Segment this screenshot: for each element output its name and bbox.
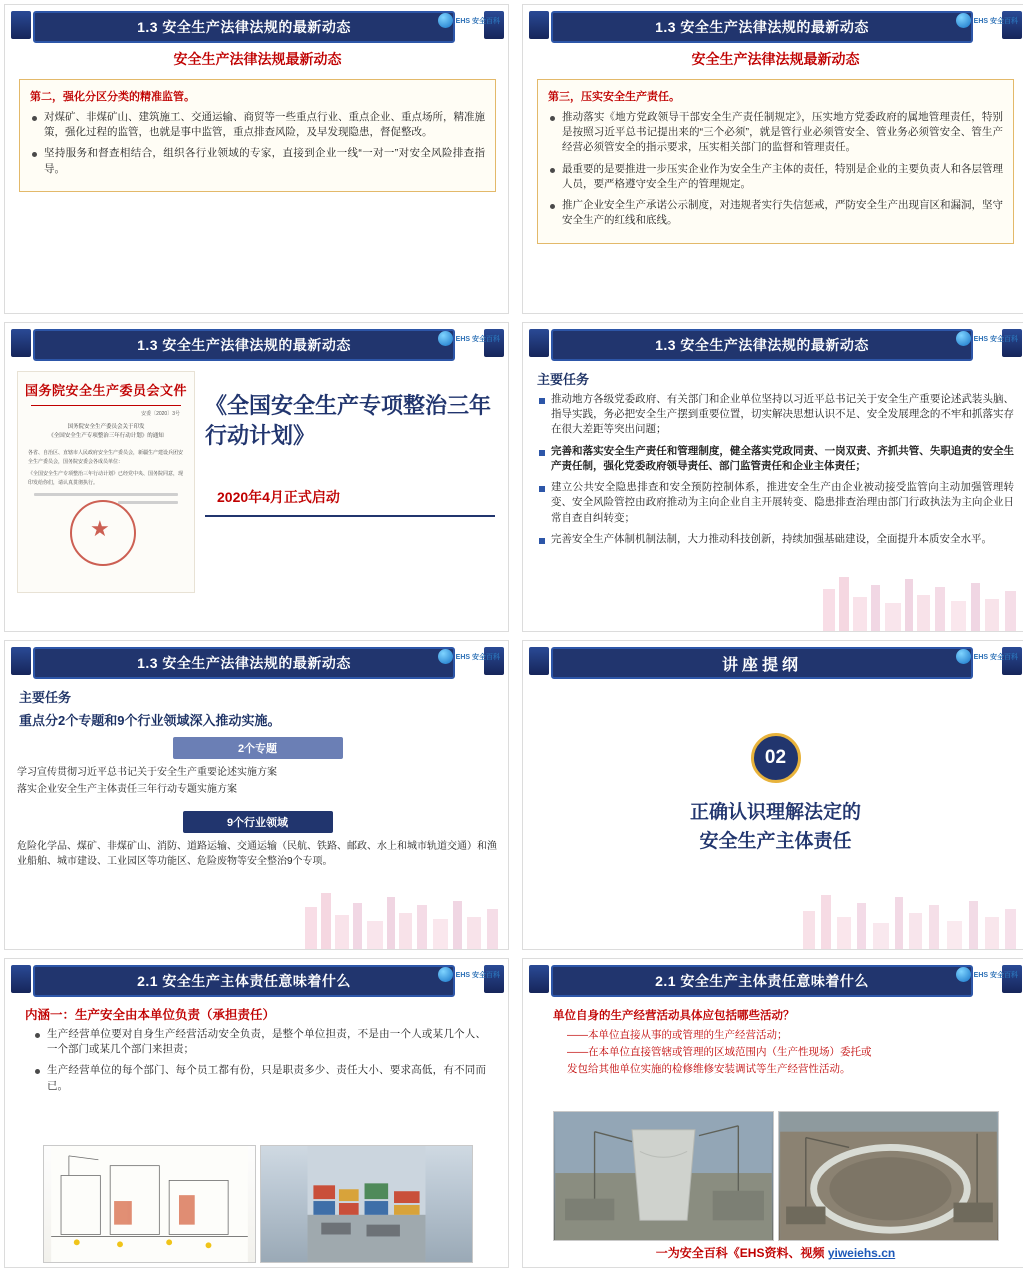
slide-4-header: [523, 323, 1023, 363]
slide-8-header-bar: [551, 965, 973, 997]
footer-link[interactable]: yiweiehs.cn: [827, 1246, 896, 1260]
slide-2-content-box: [537, 79, 1014, 244]
list-item: 坚持服务和督查相结合，组织各行业领域的专家，直接到企业一线“一对一”对安全风险排查指导。: [30, 146, 485, 176]
slide-6-body: [523, 681, 1023, 949]
slide-5: [4, 640, 509, 950]
topic-2-items: [17, 839, 498, 869]
slide-7-bullets: [33, 1027, 486, 1094]
slide-8-images: [553, 1111, 999, 1241]
slide-5-header-bar: [33, 647, 455, 679]
watermark-text: EHS 安全百科: [973, 17, 1018, 25]
slide-3-underline: [205, 515, 495, 517]
watermark: [956, 13, 1018, 28]
list-item: 生产经营单位的每个部门、每个员工都有份，只是职责多少、责任大小、要求高低，有不同而已。: [33, 1063, 486, 1093]
construction-sketch-svg: [44, 1146, 255, 1262]
list-item: 生产经营单位要对自身生产经营活动安全负责，是整个单位担责，不是由一个人或某几个人、一个部门或某几个部门来担责；: [33, 1027, 486, 1057]
slide-5-header: [5, 641, 509, 681]
slide-5-header-text: 1.3 安全生产法律法规的最新动态: [137, 655, 351, 671]
topic-1-items: [17, 765, 498, 797]
document-rule: [31, 405, 181, 406]
slide-2-header-bar: [551, 11, 973, 43]
slide-4-header-text: 1.3 安全生产法律法规的最新动态: [655, 337, 869, 353]
document-placeholder-line: [118, 501, 178, 504]
list-item: 最重要的是要推进一步压实企业作为安全生产主体的责任，特别是企业的主要负责人和各层管理人员，要严格遵守安全生产的管理规定。: [548, 162, 1003, 192]
list-item: 落实企业安全生产主体责任三年行动专题实施方案: [17, 784, 237, 795]
watermark-logo-icon: [438, 649, 453, 664]
cooling-tower-site-image: [553, 1111, 774, 1241]
list-item: 推动落实《地方党政领导干部安全生产责任制规定》，压实地方党委政府的属地管理责任，特别是按照习近平总书记提出来的“三个必须”，就是管行业必须管安全、管业务必须管安全、管生产经营必须管安全的指示要求，压实相关部门的监督和管理责任。: [548, 110, 1003, 156]
document-line-2: 《全国安全生产专项整治三年行动计划》的通知: [48, 432, 164, 439]
slide-3-header-bar: [33, 329, 455, 361]
document-placeholder-line: [34, 493, 178, 496]
header-accent-left-icon: [529, 11, 549, 39]
slide-3-body: [5, 363, 509, 631]
list-item: 危险化学品、煤矿、非煤矿山、消防、道路运输、交通运输（民航、铁路、邮政、水上和城市轨道交通）和渔业船舶、城市建设、工业园区等功能区、危险废物等安全整治9个专项。: [17, 841, 497, 867]
watermark: [438, 649, 500, 664]
header-accent-left-icon: [529, 647, 549, 675]
footer-text: 一为安全百科《EHS资料、视频: [655, 1246, 825, 1260]
slide-1-header-bar: [33, 11, 455, 43]
slide-6-header-text: 讲座提纲: [721, 656, 802, 674]
watermark-text: EHS 安全百科: [455, 971, 500, 979]
slide-7: [4, 958, 509, 1268]
list-item: 完善和落实安全生产责任和管理制度，健全落实党政同责、一岗双责、齐抓共管、失职追责的安全生产责任制，强化党委政府领导责任、部门监管责任和企业主体责任；: [537, 444, 1014, 474]
slide-7-sub-title: 内涵一：生产安全由本单位负责（承担责任）: [25, 1008, 276, 1022]
watermark-logo-icon: [438, 967, 453, 982]
slide-1-bullets: [30, 110, 485, 177]
list-item: 推动地方各级党委政府、有关部门和企业单位坚持以习近平总书记关于安全生产重要论述武装头脑、指导实践，务必把安全生产摆到重要位置，切实解决思想认识不足、安全发展理念的不牢和抓落实存在很大差距等突出问题；: [537, 392, 1014, 438]
slide-3-header-text: 1.3 安全生产法律法规的最新动态: [137, 337, 351, 353]
logistics-port-image: [260, 1145, 473, 1263]
watermark-logo-icon: [956, 649, 971, 664]
slide-7-header-text: 2.1 安全生产主体责任意味着什么: [137, 973, 351, 989]
slide-4-body: [523, 363, 1023, 631]
slide-3-header: [5, 323, 509, 363]
foundation-ring-site-image: [778, 1111, 999, 1241]
slide-8-question: 单位自身的生产经营活动具体应包括哪些活动？: [553, 1010, 795, 1022]
header-accent-left-icon: [11, 11, 31, 39]
watermark-text: EHS 安全百科: [455, 335, 500, 343]
slide-8-answer-lines: [567, 1027, 1023, 1077]
slide-3: [4, 322, 509, 632]
slide-7-header-bar: [33, 965, 455, 997]
slide-2-center-title: 安全生产法律法规最新动态: [691, 51, 860, 67]
slide-7-images: [43, 1145, 473, 1263]
slide-2-header: [523, 5, 1023, 45]
header-accent-left-icon: [529, 965, 549, 993]
slide-1: [4, 4, 509, 314]
logistics-port-svg: [261, 1146, 472, 1262]
slide-4-section-title: 主要任务: [537, 372, 590, 387]
watermark-text: EHS 安全百科: [973, 971, 1018, 979]
topic-pill-2: 9个行业领域: [183, 811, 333, 833]
document-line-1: 国务院安全生产委员会关于印发: [67, 424, 145, 430]
watermark: [438, 331, 500, 346]
document-line-4: 《全国安全生产专项整治三年行动计划》已经党中央、国务院同意，现印发给你们，请认真贯彻执行。: [28, 470, 184, 486]
slide-2-body: [523, 45, 1023, 313]
watermark: [956, 649, 1018, 664]
slide-3-launch-date: 2020年4月正式启动: [217, 489, 340, 505]
watermark: [438, 13, 500, 28]
section-number-badge: 02: [751, 733, 801, 783]
slide-1-content-box: [19, 79, 496, 192]
list-item: 学习宣传贯彻习近平总书记关于安全生产重要论述实施方案: [17, 767, 277, 778]
watermark-text: EHS 安全百科: [973, 653, 1018, 661]
document-meta: 安委〔2020〕3号: [141, 411, 180, 417]
header-accent-left-icon: [11, 647, 31, 675]
watermark: [438, 967, 500, 982]
watermark: [956, 967, 1018, 982]
slide-2-header-text: 1.3 安全生产法律法规的最新动态: [655, 19, 869, 35]
list-item: 完善安全生产体制机制法制，大力推动科技创新，持续加强基础建设，全面提升本质安全水平。: [537, 532, 1014, 547]
watermark-text: EHS 安全百科: [455, 17, 500, 25]
slide-6-title-line-1: 正确认识理解法定的: [689, 802, 861, 823]
answer-line: ——在本单位直接管辖或管理的区域范围内（生产性现场）委托或: [567, 1045, 872, 1058]
slide-2: [522, 4, 1023, 314]
slide-5-body: [5, 681, 509, 949]
list-item: 建立公共安全隐患排查和安全预防控制体系，推进安全生产由企业被动接受监管向主动加强管理转变、安全风险管控由政府推动为主向企业自主开展转变、隐患排查治理由部门行政执法为主向企业日常自查自纠转变；: [537, 480, 1014, 526]
topic-pill-1: 2个专题: [173, 737, 343, 759]
watermark: [956, 331, 1018, 346]
slide-8-header-text: 2.1 安全生产主体责任意味着什么: [655, 973, 869, 989]
slide-8-footer: [523, 1244, 1023, 1261]
slide-1-header: [5, 5, 509, 45]
slide-8: [522, 958, 1023, 1268]
header-accent-left-icon: [11, 329, 31, 357]
official-seal-icon: [70, 500, 136, 566]
slide-2-bullets: [548, 110, 1003, 229]
slide-6: [522, 640, 1023, 950]
slide-1-lead: 第二，强化分区分类的精准监管。: [30, 91, 195, 103]
list-item: 对煤矿、非煤矿山、建筑施工、交通运输、商贸等一些重点行业、重点企业、重点场所，精准施策，强化过程的监管，也就是事中监管，重点排查风险，及早发现隐患，督促整改。: [30, 110, 485, 140]
slide-5-section-title: 主要任务: [19, 690, 72, 705]
slide-8-body: [523, 999, 1023, 1267]
watermark-text: EHS 安全百科: [455, 653, 500, 661]
slide-6-header-bar: [551, 647, 973, 679]
document-line-3: 各省、自治区、直辖市人民政府安全生产委员会，新疆生产建设兵团安全生产委员会，国务院安委会各成员单位：: [28, 449, 184, 465]
slide-1-header-text: 1.3 安全生产法律法规的最新动态: [137, 19, 351, 35]
watermark-logo-icon: [438, 13, 453, 28]
watermark-logo-icon: [956, 13, 971, 28]
header-accent-left-icon: [11, 965, 31, 993]
slide-4: [522, 322, 1023, 632]
answer-line: ——本单位直接从事的或管理的生产经营活动；: [567, 1029, 788, 1041]
header-accent-left-icon: [529, 329, 549, 357]
answer-line: 发包给其他单位实施的检修维修安装调试等生产经营性活动。: [567, 1062, 851, 1075]
foundation-ring-svg: [779, 1112, 998, 1240]
cooling-tower-svg: [554, 1112, 773, 1240]
slide-2-lead: 第三，压实安全生产责任。: [548, 91, 680, 103]
slide-7-header: [5, 959, 509, 999]
slide-6-title: [523, 799, 1023, 856]
slide-7-body: [5, 999, 509, 1267]
document-title: 国务院安全生产委员会文件: [24, 383, 187, 398]
list-item: 推广企业安全生产承诺公示制度，对违规者实行失信惩戒，严防安全生产出现盲区和漏洞，坚守安全生产的红线和底线。: [548, 198, 1003, 228]
slide-3-big-title: 《全国安全生产专项整治三年行动计划》: [205, 393, 492, 448]
slide-4-header-bar: [551, 329, 973, 361]
watermark-text: EHS 安全百科: [973, 335, 1018, 343]
slide-5-sub-title: 重点分2个专题和9个行业领域深入推动实施。: [19, 713, 281, 728]
slide-1-center-title: 安全生产法律法规最新动态: [173, 51, 342, 67]
slide-6-title-line-2: 安全生产主体责任: [699, 830, 852, 852]
document-image: [17, 371, 195, 593]
watermark-logo-icon: [956, 967, 971, 982]
construction-sketch-image: [43, 1145, 256, 1263]
slide-4-bullets: [537, 392, 1014, 547]
slide-8-header: [523, 959, 1023, 999]
watermark-logo-icon: [438, 331, 453, 346]
slide-6-header: [523, 641, 1023, 681]
slide-1-body: [5, 45, 509, 313]
watermark-logo-icon: [956, 331, 971, 346]
